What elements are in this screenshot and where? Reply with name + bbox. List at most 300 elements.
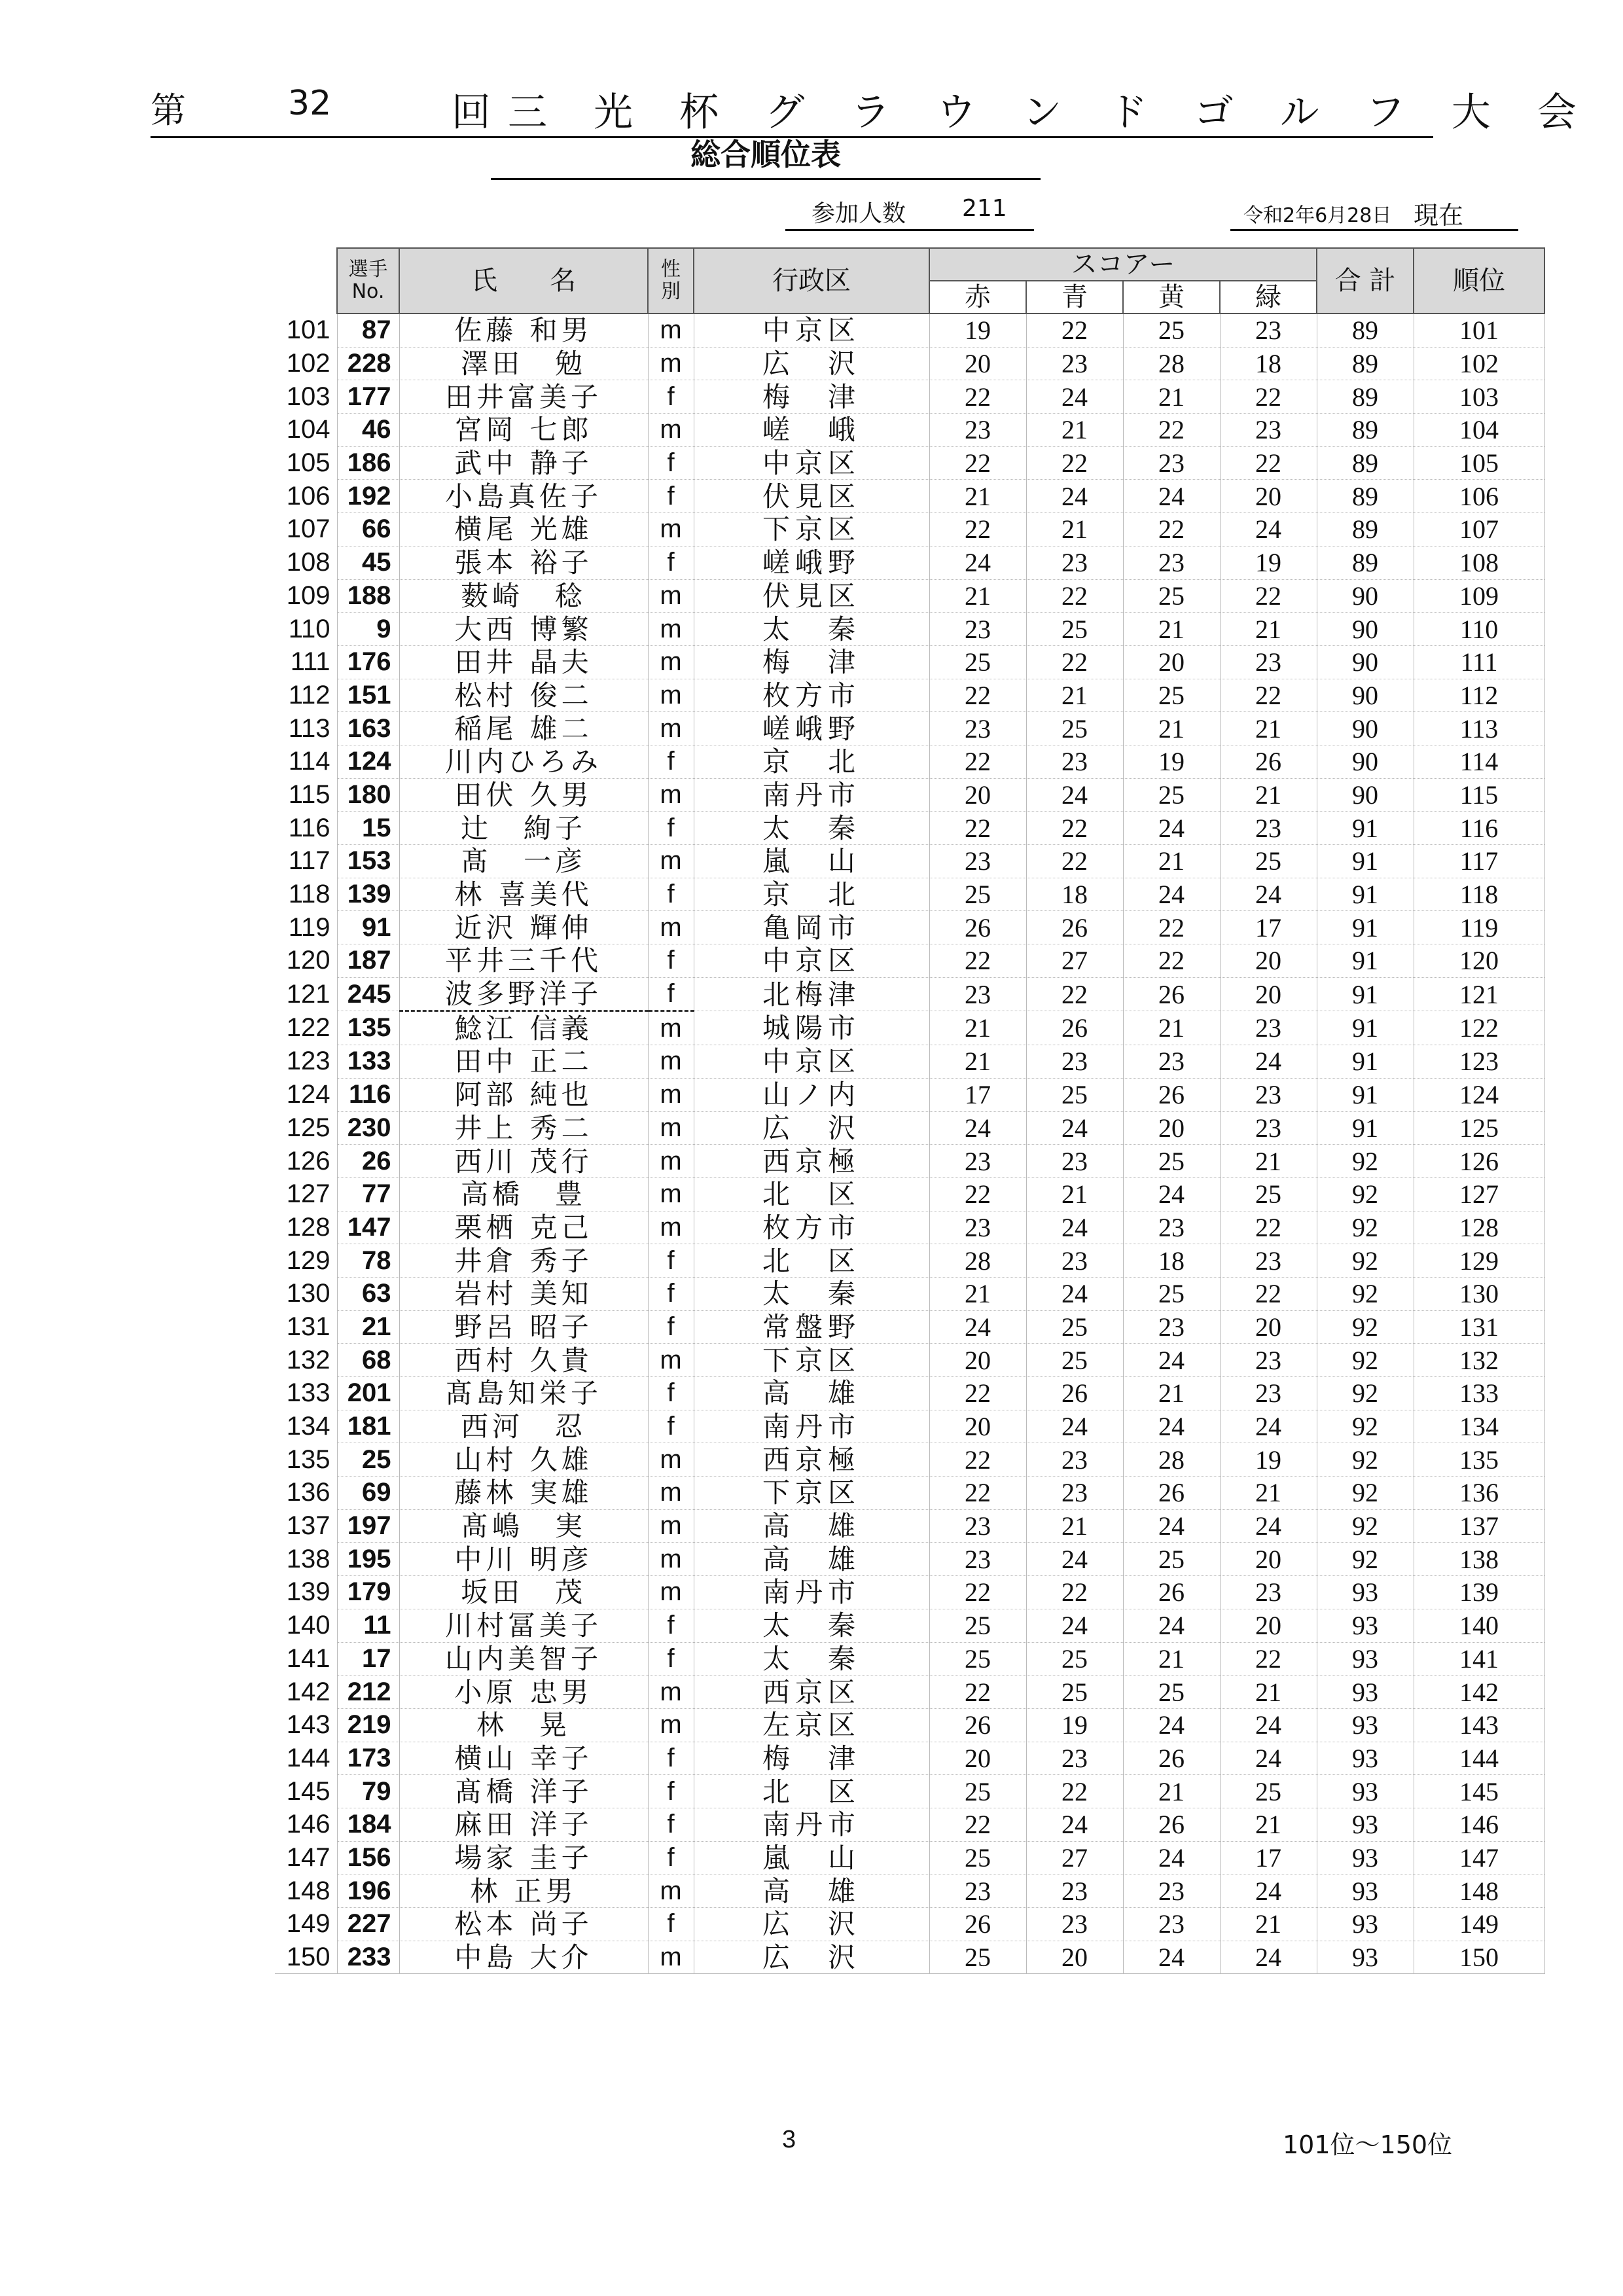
table-row: [275, 1642, 1544, 1676]
area-cell: 中京区: [694, 1045, 929, 1079]
blue-score-cell: 24: [1026, 1211, 1123, 1244]
table-row: [275, 845, 1544, 878]
sex-cell: m: [648, 1111, 694, 1145]
area-cell: 下京区: [694, 513, 929, 547]
green-score-cell: 23: [1220, 1377, 1317, 1410]
blue-score-cell: 21: [1026, 679, 1123, 712]
rank-cell: 137: [1414, 1509, 1544, 1543]
red-score-cell: 22: [929, 513, 1026, 547]
player-no-cell: 66: [337, 513, 399, 547]
blue-score-cell: 24: [1026, 380, 1123, 414]
rank-cell: 113: [1414, 712, 1544, 745]
as-of-date-value: 令和2年6月28日: [1243, 204, 1392, 227]
total-cell: 93: [1317, 1908, 1414, 1941]
green-score-cell: 25: [1220, 1177, 1317, 1211]
sex-cell: f: [648, 1775, 694, 1808]
player-no-cell: 46: [337, 414, 399, 447]
table-row: [275, 1609, 1544, 1642]
yellow-score-cell: 28: [1123, 1443, 1220, 1477]
sex-cell: m: [648, 1045, 694, 1079]
rank-cell: 135: [1414, 1443, 1544, 1477]
rank-cell: 133: [1414, 1377, 1544, 1410]
sex-cell: m: [648, 1509, 694, 1543]
area-cell: 北梅津: [694, 977, 929, 1011]
position-cell: 111: [290, 647, 330, 677]
yellow-score-cell: 21: [1123, 1775, 1220, 1808]
area-cell: 北 区: [694, 1244, 929, 1278]
area-cell: 中京区: [694, 446, 929, 480]
red-score-cell: 21: [929, 480, 1026, 513]
sex-cell: f: [648, 380, 694, 414]
green-score-cell: 17: [1220, 1841, 1317, 1874]
area-cell: 枚方市: [694, 1211, 929, 1244]
red-score-cell: 22: [929, 1377, 1026, 1410]
rank-cell: 101: [1414, 314, 1544, 347]
table-row: [275, 1111, 1544, 1145]
red-score-cell: 22: [929, 679, 1026, 712]
blue-score-cell: 21: [1026, 414, 1123, 447]
name-cell: 藤林 実雄: [399, 1477, 648, 1510]
table-row: [275, 1377, 1544, 1410]
yellow-score-cell: 25: [1123, 1676, 1220, 1709]
table-row: [275, 1310, 1544, 1344]
table-row: [275, 1576, 1544, 1609]
green-score-cell: 23: [1220, 1244, 1317, 1278]
green-score-cell: 19: [1220, 1443, 1317, 1477]
yellow-score-cell: 24: [1123, 1410, 1220, 1443]
rank-cell: 141: [1414, 1642, 1544, 1676]
red-score-cell: 26: [929, 1708, 1026, 1742]
yellow-score-cell: 24: [1123, 1708, 1220, 1742]
red-score-cell: 21: [929, 579, 1026, 613]
position-cell: 104: [286, 415, 330, 444]
rank-cell: 143: [1414, 1708, 1544, 1742]
blue-score-cell: 22: [1026, 845, 1123, 878]
position-cell: 146: [286, 1810, 330, 1839]
player-no-cell: 245: [337, 977, 399, 1011]
area-cell: 西京極: [694, 1145, 929, 1178]
rank-range: 101位～150位: [1283, 2130, 1453, 2159]
player-no-cell: 195: [337, 1543, 399, 1576]
name-cell: 大西 博繁: [399, 613, 648, 646]
player-no-cell: 15: [337, 812, 399, 845]
green-score-cell: 20: [1220, 977, 1317, 1011]
name-cell: 澤田 勉: [399, 347, 648, 380]
table-row: [275, 1443, 1544, 1477]
player-no-cell: 124: [337, 745, 399, 778]
sex-cell: m: [648, 679, 694, 712]
player-no-cell: 163: [337, 712, 399, 745]
name-cell: 田井 晶夫: [399, 645, 648, 679]
green-score-cell: 21: [1220, 1908, 1317, 1941]
player-no-cell: 188: [337, 579, 399, 613]
yellow-score-cell: 19: [1123, 745, 1220, 778]
rank-cell: 115: [1414, 778, 1544, 812]
rank-cell: 130: [1414, 1277, 1544, 1310]
yellow-score-cell: 25: [1123, 314, 1220, 347]
score-header: スコアー: [929, 248, 1317, 281]
rank-header: 順位: [1414, 248, 1544, 314]
total-cell: 93: [1317, 1609, 1414, 1642]
blue-score-cell: 26: [1026, 1011, 1123, 1045]
rank-cell: 119: [1414, 911, 1544, 944]
as-of-label: 現在: [1414, 201, 1464, 230]
total-cell: 90: [1317, 679, 1414, 712]
rank-cell: 136: [1414, 1477, 1544, 1510]
area-cell: 西京極: [694, 1443, 929, 1477]
blue-score-cell: 22: [1026, 579, 1123, 613]
player-no-cell: 11: [337, 1609, 399, 1642]
position-cell: 134: [286, 1412, 330, 1441]
total-cell: 91: [1317, 878, 1414, 911]
total-cell: 91: [1317, 977, 1414, 1011]
sex-header-bottom: 別: [661, 280, 681, 303]
yellow-score-cell: 18: [1123, 1244, 1220, 1278]
name-cell: 山内美智子: [399, 1642, 648, 1676]
total-cell: 91: [1317, 812, 1414, 845]
name-cell: 稲尾 雄二: [399, 712, 648, 745]
area-cell: 太 秦: [694, 1277, 929, 1310]
position-cell: 107: [286, 514, 330, 544]
table-row: [275, 1011, 1544, 1045]
green-score-cell: 23: [1220, 1576, 1317, 1609]
total-cell: 92: [1317, 1477, 1414, 1510]
rank-cell: 104: [1414, 414, 1544, 447]
area-cell: 高 雄: [694, 1543, 929, 1576]
red-score-cell: 25: [929, 1841, 1026, 1874]
total-cell: 93: [1317, 1576, 1414, 1609]
total-cell: 92: [1317, 1443, 1414, 1477]
area-cell: 太 秦: [694, 812, 929, 845]
yellow-score-cell: 21: [1123, 1377, 1220, 1410]
tournament-number: 32: [288, 84, 332, 123]
rank-cell: 139: [1414, 1576, 1544, 1609]
table-row: [275, 878, 1544, 911]
green-score-cell: 20: [1220, 944, 1317, 978]
table-row: [275, 1477, 1544, 1510]
rank-cell: 146: [1414, 1808, 1544, 1841]
green-score-cell: 22: [1220, 1211, 1317, 1244]
position-cell: 113: [288, 713, 330, 743]
player-no-cell: 9: [337, 613, 399, 646]
yellow-score-cell: 26: [1123, 1742, 1220, 1775]
blue-score-cell: 22: [1026, 645, 1123, 679]
red-score-cell: 25: [929, 1609, 1026, 1642]
rank-cell: 123: [1414, 1045, 1544, 1079]
red-score-cell: 22: [929, 1477, 1026, 1510]
table-row: [275, 679, 1544, 712]
total-cell: 92: [1317, 1310, 1414, 1344]
name-cell: 林 晃: [399, 1708, 648, 1742]
blue-score-cell: 24: [1026, 1808, 1123, 1841]
position-cell: 133: [286, 1378, 330, 1408]
name-cell: 小島真佐子: [399, 480, 648, 513]
name-cell: 林 喜美代: [399, 878, 648, 911]
rank-cell: 131: [1414, 1310, 1544, 1344]
total-cell: 90: [1317, 778, 1414, 812]
sex-cell: m: [648, 1177, 694, 1211]
as-of-date: [1230, 191, 1518, 231]
sex-cell: m: [648, 1011, 694, 1045]
red-score-cell: 20: [929, 347, 1026, 380]
position-cell: 101: [286, 315, 330, 345]
player-no-cell: 180: [337, 778, 399, 812]
green-score-cell: 24: [1220, 1708, 1317, 1742]
yellow-score-cell: 24: [1123, 1841, 1220, 1874]
name-cell: 宮岡 七郎: [399, 414, 648, 447]
sex-cell: f: [648, 1244, 694, 1278]
player-no-cell: 139: [337, 878, 399, 911]
total-cell: 91: [1317, 1045, 1414, 1079]
area-cell: 嵯 峨: [694, 414, 929, 447]
sex-cell: m: [648, 414, 694, 447]
player-no-cell: 156: [337, 1841, 399, 1874]
player-no-cell: 196: [337, 1874, 399, 1908]
yellow-score-cell: 21: [1123, 380, 1220, 414]
green-score-cell: 21: [1220, 613, 1317, 646]
player-no-cell: 201: [337, 1377, 399, 1410]
table-row: [275, 1543, 1544, 1576]
blue-score-cell: 22: [1026, 314, 1123, 347]
player-no-header: [337, 248, 399, 314]
yellow-score-cell: 25: [1123, 679, 1220, 712]
green-score-cell: 25: [1220, 1775, 1317, 1808]
green-score-cell: 23: [1220, 1078, 1317, 1111]
area-cell: 中京区: [694, 944, 929, 978]
name-cell: 近沢 輝伸: [399, 911, 648, 944]
player-no-cell: 17: [337, 1642, 399, 1676]
total-cell: 90: [1317, 745, 1414, 778]
yellow-score-cell: 25: [1123, 579, 1220, 613]
total-cell: 93: [1317, 1808, 1414, 1841]
sex-cell: f: [648, 1377, 694, 1410]
sex-cell: m: [648, 845, 694, 878]
yellow-score-cell: 23: [1123, 546, 1220, 579]
green-score-cell: 23: [1220, 1111, 1317, 1145]
total-cell: 90: [1317, 579, 1414, 613]
green-score-cell: 19: [1220, 546, 1317, 579]
red-score-cell: 21: [929, 1045, 1026, 1079]
name-cell: 川村冨美子: [399, 1609, 648, 1642]
red-score-cell: 24: [929, 546, 1026, 579]
total-header: 合 計: [1317, 248, 1414, 314]
sex-cell: f: [648, 977, 694, 1011]
sex-header: [648, 248, 694, 314]
green-score-cell: 22: [1220, 679, 1317, 712]
sex-cell: m: [648, 1344, 694, 1377]
total-cell: 93: [1317, 1676, 1414, 1709]
area-cell: 南丹市: [694, 778, 929, 812]
rank-cell: 111: [1414, 645, 1544, 679]
red-score-cell: 21: [929, 1011, 1026, 1045]
position-cell: 139: [286, 1577, 330, 1607]
player-no-cell: 25: [337, 1443, 399, 1477]
name-cell: 西川 茂行: [399, 1145, 648, 1178]
total-cell: 93: [1317, 1708, 1414, 1742]
name-cell: 佐藤 和男: [399, 314, 648, 347]
red-score-cell: 24: [929, 1111, 1026, 1145]
name-cell: 横山 幸子: [399, 1742, 648, 1775]
sex-cell: m: [648, 778, 694, 812]
red-score-cell: 25: [929, 878, 1026, 911]
green-score-cell: 24: [1220, 1509, 1317, 1543]
table-row: [275, 977, 1544, 1011]
position-cell: 125: [286, 1113, 330, 1142]
green-score-cell: 25: [1220, 845, 1317, 878]
yellow-score-cell: 21: [1123, 1642, 1220, 1676]
participants-value: 211: [962, 195, 1007, 222]
green-score-cell: 24: [1220, 1045, 1317, 1079]
sex-cell: m: [648, 645, 694, 679]
blue-score-cell: 23: [1026, 1145, 1123, 1178]
player-no-cell: 181: [337, 1410, 399, 1443]
red-score-cell: 22: [929, 944, 1026, 978]
blue-score-cell: 23: [1026, 347, 1123, 380]
sex-cell: f: [648, 1642, 694, 1676]
position-header: [275, 248, 337, 314]
position-cell: 112: [288, 680, 330, 709]
name-cell: 田伏 久男: [399, 778, 648, 812]
red-score-cell: 21: [929, 1277, 1026, 1310]
area-cell: 太 秦: [694, 613, 929, 646]
sex-cell: m: [648, 1676, 694, 1709]
red-score-cell: 23: [929, 1543, 1026, 1576]
position-cell: 114: [288, 747, 330, 776]
blue-score-cell: 23: [1026, 1443, 1123, 1477]
area-cell: 南丹市: [694, 1576, 929, 1609]
yellow-score-cell: 22: [1123, 513, 1220, 547]
rank-cell: 138: [1414, 1543, 1544, 1576]
player-no-cell: 147: [337, 1211, 399, 1244]
sex-cell: m: [648, 1145, 694, 1178]
position-cell: 108: [286, 548, 330, 577]
player-no-cell: 186: [337, 446, 399, 480]
area-cell: 京 北: [694, 745, 929, 778]
blue-score-cell: 23: [1026, 546, 1123, 579]
table-row: [275, 911, 1544, 944]
name-cell: 栗栖 克己: [399, 1211, 648, 1244]
rank-cell: 107: [1414, 513, 1544, 547]
red-header: 赤: [929, 281, 1026, 314]
blue-score-cell: 22: [1026, 977, 1123, 1011]
red-score-cell: 23: [929, 1509, 1026, 1543]
table-row: [275, 1277, 1544, 1310]
player-no-cell: 116: [337, 1078, 399, 1111]
area-cell: 常盤野: [694, 1310, 929, 1344]
rank-cell: 142: [1414, 1676, 1544, 1709]
red-score-cell: 24: [929, 1310, 1026, 1344]
red-score-cell: 22: [929, 1808, 1026, 1841]
area-cell: 高 雄: [694, 1874, 929, 1908]
page-subtitle: [491, 128, 1041, 180]
table-row: [275, 314, 1544, 347]
total-cell: 93: [1317, 1874, 1414, 1908]
table-row: [275, 613, 1544, 646]
yellow-score-cell: 23: [1123, 1045, 1220, 1079]
green-score-cell: 22: [1220, 380, 1317, 414]
yellow-score-cell: 26: [1123, 1576, 1220, 1609]
position-cell: 140: [286, 1611, 330, 1640]
name-cell: 張本 裕子: [399, 546, 648, 579]
sex-cell: m: [648, 712, 694, 745]
player-no-cell: 197: [337, 1509, 399, 1543]
position-cell: 123: [286, 1047, 330, 1076]
name-cell: 髙 一彦: [399, 845, 648, 878]
blue-score-cell: 23: [1026, 1045, 1123, 1079]
tournament-title: 回三 光 杯 グ ラ ウ ン ド ゴ ル フ 大 会: [452, 90, 1594, 135]
total-cell: 92: [1317, 1543, 1414, 1576]
red-score-cell: 25: [929, 1775, 1026, 1808]
red-score-cell: 23: [929, 845, 1026, 878]
yellow-score-cell: 22: [1123, 414, 1220, 447]
table-row: [275, 712, 1544, 745]
table-row: [275, 1244, 1544, 1278]
table-row: [275, 1808, 1544, 1841]
blue-score-cell: 22: [1026, 812, 1123, 845]
total-cell: 89: [1317, 380, 1414, 414]
rank-cell: 110: [1414, 613, 1544, 646]
total-cell: 93: [1317, 1841, 1414, 1874]
position-cell: 105: [286, 448, 330, 478]
blue-score-cell: 25: [1026, 1078, 1123, 1111]
red-score-cell: 25: [929, 645, 1026, 679]
green-score-cell: 23: [1220, 414, 1317, 447]
green-score-cell: 21: [1220, 1676, 1317, 1709]
position-cell: 145: [286, 1776, 330, 1806]
player-no-cell: 219: [337, 1708, 399, 1742]
position-cell: 142: [286, 1677, 330, 1706]
rank-cell: 102: [1414, 347, 1544, 380]
name-cell: 林 正男: [399, 1874, 648, 1908]
player-no-cell: 233: [337, 1941, 399, 1974]
position-cell: 118: [288, 880, 330, 909]
yellow-score-cell: 23: [1123, 1874, 1220, 1908]
area-cell: 城陽市: [694, 1011, 929, 1045]
yellow-score-cell: 21: [1123, 712, 1220, 745]
green-score-cell: 20: [1220, 480, 1317, 513]
green-score-cell: 23: [1220, 314, 1317, 347]
total-cell: 91: [1317, 845, 1414, 878]
rank-cell: 121: [1414, 977, 1544, 1011]
name-cell: 小原 忠男: [399, 1676, 648, 1709]
position-cell: 122: [286, 1013, 330, 1043]
player-no-cell: 26: [337, 1145, 399, 1178]
player-no-cell: 69: [337, 1477, 399, 1510]
blue-score-cell: 18: [1026, 878, 1123, 911]
total-cell: 90: [1317, 645, 1414, 679]
green-score-cell: 23: [1220, 1011, 1317, 1045]
participants-count: [785, 191, 1034, 231]
position-cell: 126: [286, 1146, 330, 1175]
name-cell: 髙橋 洋子: [399, 1775, 648, 1808]
name-cell: 西村 久貴: [399, 1344, 648, 1377]
sex-cell: f: [648, 1277, 694, 1310]
position-cell: 141: [286, 1643, 330, 1673]
area-cell: 左京区: [694, 1708, 929, 1742]
player-no-cell: 228: [337, 347, 399, 380]
rank-cell: 106: [1414, 480, 1544, 513]
position-cell: 137: [286, 1511, 330, 1541]
table-row: [275, 944, 1544, 978]
name-cell: 阿部 純也: [399, 1078, 648, 1111]
red-score-cell: 17: [929, 1078, 1026, 1111]
position-cell: 119: [288, 912, 330, 942]
blue-score-cell: 26: [1026, 1377, 1123, 1410]
yellow-score-cell: 24: [1123, 812, 1220, 845]
position-cell: 115: [288, 780, 330, 809]
rank-cell: 140: [1414, 1609, 1544, 1642]
area-cell: 高 雄: [694, 1377, 929, 1410]
